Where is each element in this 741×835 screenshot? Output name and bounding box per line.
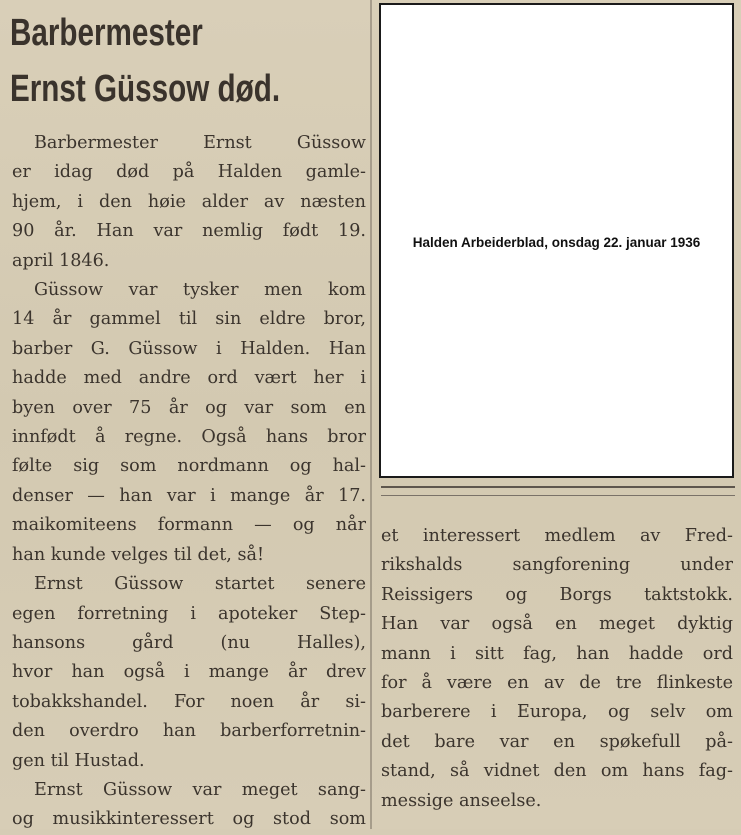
text-line: byen over 75 år og var som en bbox=[12, 397, 366, 418]
text-line: Barbermester Ernst Güssow bbox=[34, 133, 366, 153]
text-line: hjem, i den høie alder av næsten bbox=[12, 191, 366, 212]
text-line: rikshalds sangforening under bbox=[381, 555, 733, 576]
text-line: følte sig som nordmann og hal- bbox=[12, 456, 366, 477]
column-rule bbox=[381, 486, 735, 488]
right-column-text bbox=[381, 522, 733, 816]
text-line: hansons gård (nu Halles), bbox=[12, 632, 366, 653]
column-divider bbox=[370, 0, 372, 829]
text-line: hvor han også i mange år drev bbox=[12, 662, 366, 683]
text-line: den overdro han barberforretnin- bbox=[12, 721, 366, 742]
text-line: 14 år gammel til sin eldre bror, bbox=[12, 309, 366, 330]
source-caption: Halden Arbeiderblad, onsdag 22. januar 1936 bbox=[412, 235, 701, 250]
text-line: er idag død på Halden gamle- bbox=[12, 162, 366, 183]
text-line: Reissigers og Borgs taktstokk. bbox=[381, 584, 733, 605]
source-caption-box bbox=[379, 3, 734, 478]
text-line: det bare var en spøkefull på- bbox=[381, 731, 733, 752]
text-line: for å være en av de tre flinkeste bbox=[381, 673, 733, 694]
text-line: 90 år. Han var nemlig født 19. bbox=[12, 221, 366, 242]
left-column-text bbox=[12, 129, 366, 835]
text-line: stand, så vidnet den om hans fag- bbox=[381, 761, 733, 782]
text-line: barber G. Güssow i Halden. Han bbox=[12, 338, 366, 359]
text-line: denser — han var i mange år 17. bbox=[12, 485, 366, 506]
text-line: Ernst Güssow var meget sang- bbox=[34, 779, 366, 800]
headline-line-2: Ernst Güssow død. bbox=[10, 68, 281, 110]
text-line: egen forretning i apoteker Step- bbox=[12, 603, 366, 624]
text-line: og musikkinteressert og stod som bbox=[12, 809, 366, 830]
text-line: et interessert medlem av Fred- bbox=[381, 526, 733, 546]
column-rule bbox=[381, 495, 735, 496]
text-line: han kunde velges til det, så! bbox=[12, 544, 265, 565]
text-line: gen til Hustad. bbox=[12, 750, 145, 771]
headline-line-1: Barbermester bbox=[10, 12, 203, 54]
text-line: maikomiteens formann — og når bbox=[12, 515, 366, 536]
text-line: barberere i Europa, og selv om bbox=[381, 702, 733, 723]
text-line: hadde med andre ord vært her i bbox=[12, 368, 366, 389]
text-line: tobakkshandel. For noen år si- bbox=[12, 691, 366, 712]
text-line: messige anseelse. bbox=[381, 790, 542, 811]
text-line: Güssow var tysker men kom bbox=[34, 280, 366, 301]
text-line: mann i sitt fag, han hadde ord bbox=[381, 643, 733, 664]
text-line: innfødt å regne. Også hans bror bbox=[12, 427, 366, 448]
text-line: Ernst Güssow startet senere bbox=[34, 574, 366, 595]
text-line: april 1846. bbox=[12, 250, 110, 271]
text-line: Han var også en meget dyktig bbox=[381, 614, 733, 635]
